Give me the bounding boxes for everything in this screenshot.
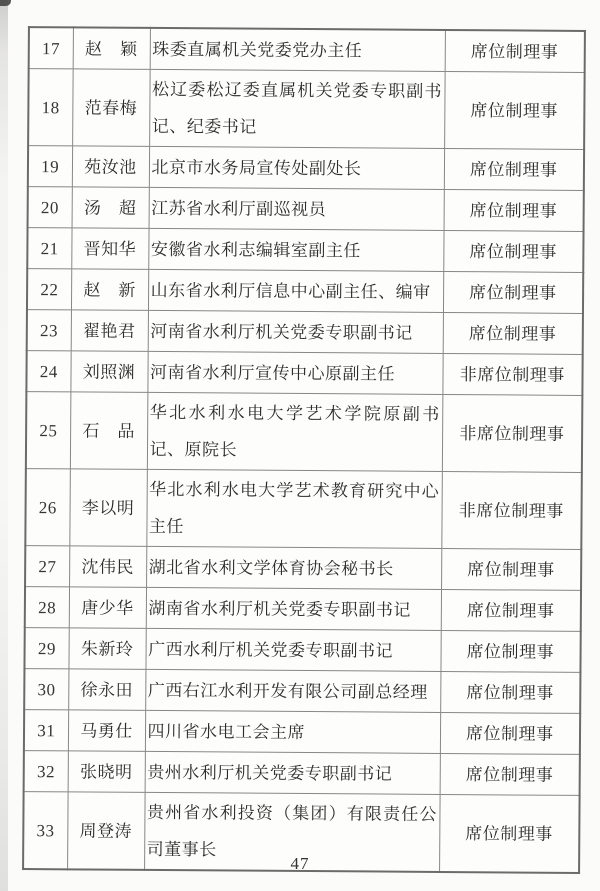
row-position-title: 河南省水利厅宣传中心原副主任 xyxy=(147,351,442,394)
row-sequence-number: 18 xyxy=(28,69,73,146)
row-position-title: 湖北省水利文学体育协会秘书长 xyxy=(146,546,441,589)
row-sequence-number: 26 xyxy=(25,469,70,546)
row-sequence-number: 23 xyxy=(27,310,71,351)
row-sequence-number: 31 xyxy=(24,710,68,751)
row-position-title: 山东省水利厅信息中心副主任、编审 xyxy=(148,269,443,312)
row-membership-type: 席位制理事 xyxy=(440,671,580,713)
row-membership-type: 席位制理事 xyxy=(441,548,581,590)
row-membership-type: 席位制理事 xyxy=(444,189,584,231)
row-name: 徐永田 xyxy=(68,669,145,711)
row-position-title: 华北水利水电大学艺术教育研究中心主任 xyxy=(146,469,442,548)
row-position-title: 珠委直属机关党委党办主任 xyxy=(150,28,445,72)
row-sequence-number: 19 xyxy=(28,146,72,187)
row-sequence-number: 21 xyxy=(27,228,71,269)
page-number: 47 xyxy=(290,854,310,873)
row-sequence-number: 32 xyxy=(24,751,68,792)
row-name: 苑汝池 xyxy=(72,146,149,188)
row-position-title: 江苏省水利厅副巡视员 xyxy=(149,187,444,230)
row-membership-type: 席位制理事 xyxy=(444,71,585,149)
row-membership-type: 席位制理事 xyxy=(440,630,580,672)
row-sequence-number: 33 xyxy=(23,792,68,870)
table-row xyxy=(29,27,585,72)
row-membership-type: 非席位制理事 xyxy=(441,471,582,549)
row-sequence-number: 25 xyxy=(26,392,71,469)
table-row xyxy=(28,69,585,150)
row-position-title: 华北水利水电大学艺术学院原副书记、原院长 xyxy=(147,392,443,471)
row-membership-type: 非席位制理事 xyxy=(442,353,582,395)
row-sequence-number: 20 xyxy=(28,187,72,228)
row-position-title: 贵州水利厅机关党委专职副书记 xyxy=(145,751,440,794)
row-position-title: 湖南省水利厅机关党委专职副书记 xyxy=(146,587,441,630)
row-position-title: 四川省水电工会主席 xyxy=(145,710,440,753)
row-sequence-number: 28 xyxy=(25,587,69,628)
row-name: 石 品 xyxy=(70,392,148,470)
row-name: 周登涛 xyxy=(67,792,145,870)
row-membership-type: 非席位制理事 xyxy=(442,394,583,472)
row-name: 张晓明 xyxy=(68,751,145,793)
row-membership-type: 席位制理事 xyxy=(443,230,583,272)
row-sequence-number: 29 xyxy=(24,628,68,669)
row-position-title: 广西水利厅机关党委专职副书记 xyxy=(145,628,440,671)
row-name: 赵 颖 xyxy=(73,27,150,69)
row-membership-type: 席位制理事 xyxy=(439,794,580,872)
row-sequence-number: 30 xyxy=(24,669,68,710)
row-sequence-number: 27 xyxy=(25,546,69,587)
table-row xyxy=(25,546,581,591)
table-row xyxy=(26,392,583,473)
row-name: 范春梅 xyxy=(72,69,150,147)
row-membership-type: 席位制理事 xyxy=(443,271,583,313)
row-name: 马勇仕 xyxy=(68,710,145,752)
row-name: 唐少华 xyxy=(69,587,146,629)
scan-corner-mark xyxy=(0,0,11,6)
directors-roster-table xyxy=(22,26,586,874)
row-name: 翟艳君 xyxy=(71,310,148,352)
row-membership-type: 席位制理事 xyxy=(445,30,585,72)
table-row xyxy=(24,628,580,673)
row-name: 朱新玲 xyxy=(68,628,145,670)
table-body xyxy=(23,27,585,873)
row-name: 刘照渊 xyxy=(70,351,147,393)
row-name: 李以明 xyxy=(69,469,147,547)
table-row xyxy=(27,269,583,314)
table-row xyxy=(24,669,580,714)
row-sequence-number: 22 xyxy=(27,269,71,310)
scan-edge-shadow xyxy=(0,0,8,891)
document-page xyxy=(22,26,584,874)
row-position-title: 北京市水务局宣传处副处长 xyxy=(149,146,444,189)
table-row xyxy=(27,228,583,273)
row-position-title: 广西右江水利开发有限公司副总经理 xyxy=(145,669,440,712)
row-sequence-number: 24 xyxy=(26,351,70,392)
row-position-title: 河南省水利厅机关党委专职副书记 xyxy=(148,310,443,353)
row-name: 赵 新 xyxy=(71,269,148,311)
row-sequence-number: 17 xyxy=(29,27,73,69)
row-position-title: 贵州省水利投资（集团）有限责任公司董事长 xyxy=(144,792,440,872)
table-row xyxy=(25,469,582,550)
table-row xyxy=(25,587,581,632)
row-membership-type: 席位制理事 xyxy=(440,712,580,754)
row-name: 汤 超 xyxy=(72,187,149,229)
row-name: 沈伟民 xyxy=(69,546,146,588)
row-membership-type: 席位制理事 xyxy=(441,589,581,631)
table-row xyxy=(28,146,584,191)
table-row xyxy=(24,751,580,796)
row-name: 晋知华 xyxy=(71,228,148,270)
row-membership-type: 席位制理事 xyxy=(443,312,583,354)
table-row xyxy=(28,187,584,232)
row-position-title: 松辽委松辽委直属机关党委专职副书记、纪委书记 xyxy=(149,69,445,148)
table-row xyxy=(26,351,582,396)
row-position-title: 安徽省水利志编辑室副主任 xyxy=(148,228,443,271)
table-row xyxy=(27,310,583,355)
table-row xyxy=(24,710,580,755)
row-membership-type: 席位制理事 xyxy=(444,148,584,190)
row-membership-type: 席位制理事 xyxy=(440,753,580,795)
